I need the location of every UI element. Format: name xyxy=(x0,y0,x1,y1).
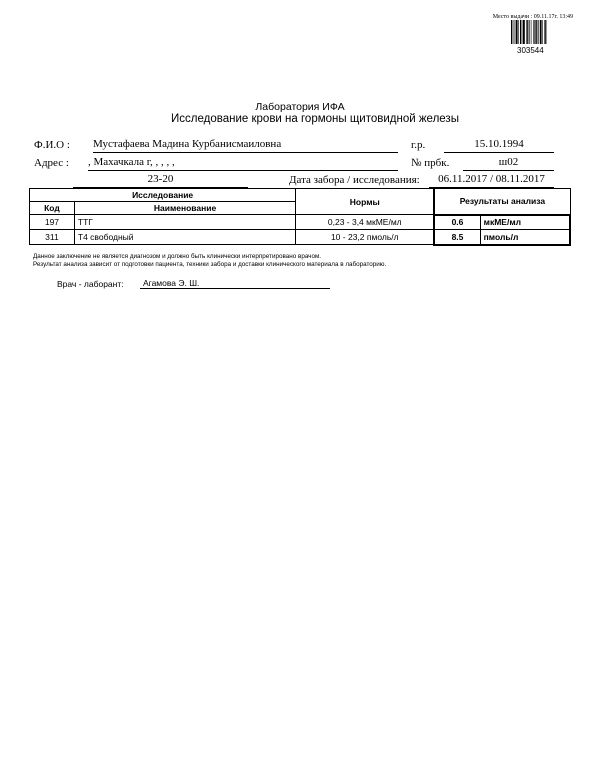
referral-code: 23-20 xyxy=(73,173,248,188)
barcode-number: 303544 xyxy=(517,46,544,55)
row-name: Т4 свободный xyxy=(74,230,295,245)
table-row xyxy=(30,215,571,230)
lab-title: Лаборатория ИФА xyxy=(255,101,345,113)
barcode xyxy=(511,20,559,44)
table-row xyxy=(30,230,571,245)
study-title: Исследование крови на гормоны щитовидной железы xyxy=(171,113,459,125)
doctor-label: Врач - лаборант: xyxy=(57,279,124,289)
row-unit: пмоль/л xyxy=(480,230,570,245)
header-results: Результаты анализа xyxy=(434,189,570,215)
issue-place: Место выдачи : 09.11.17г. 13:49 xyxy=(492,14,573,20)
tube-label: № прбк. xyxy=(411,157,450,169)
row-unit: мкМЕ/мл xyxy=(480,215,570,230)
header-name: Наименование xyxy=(74,202,295,215)
dob-value: 15.10.1994 xyxy=(444,138,554,153)
dob-label: г.р. xyxy=(411,139,426,151)
row-norm: 10 - 23,2 пмоль/л xyxy=(296,230,435,245)
address-label: Адрес : xyxy=(34,157,69,169)
row-code: 311 xyxy=(30,230,75,245)
note-line-1: Данное заключение не является диагнозом и должно быть клинически интерпретировано врачом. xyxy=(33,253,322,260)
header-study: Исследование xyxy=(30,189,296,202)
note-line-2: Результат анализа зависит от подготовки пациента, техники забора и доставки клинического материала в лабораторию. xyxy=(33,261,387,268)
header-code: Код xyxy=(30,202,75,215)
row-value: 0.6 xyxy=(434,215,480,230)
row-code: 197 xyxy=(30,215,75,230)
row-norm: 0,23 - 3,4 мкМЕ/мл xyxy=(296,215,435,230)
header-norms: Нормы xyxy=(296,189,435,215)
tube-value: ш02 xyxy=(463,156,554,171)
doctor-name: Агамова Э. Ш. xyxy=(140,278,330,289)
results-table xyxy=(29,188,571,246)
row-name: ТТГ xyxy=(74,215,295,230)
fio-label: Ф.И.О : xyxy=(34,139,70,151)
dates-value: 06.11.2017 / 08.11.2017 xyxy=(429,173,554,188)
dates-label: Дата забора / исследования: xyxy=(289,174,420,186)
fio-value: Мустафаева Мадина Курбанисмаиловна xyxy=(93,138,398,153)
address-value: , Махачкала г, , , , , xyxy=(88,156,398,171)
row-value: 8.5 xyxy=(434,230,480,245)
